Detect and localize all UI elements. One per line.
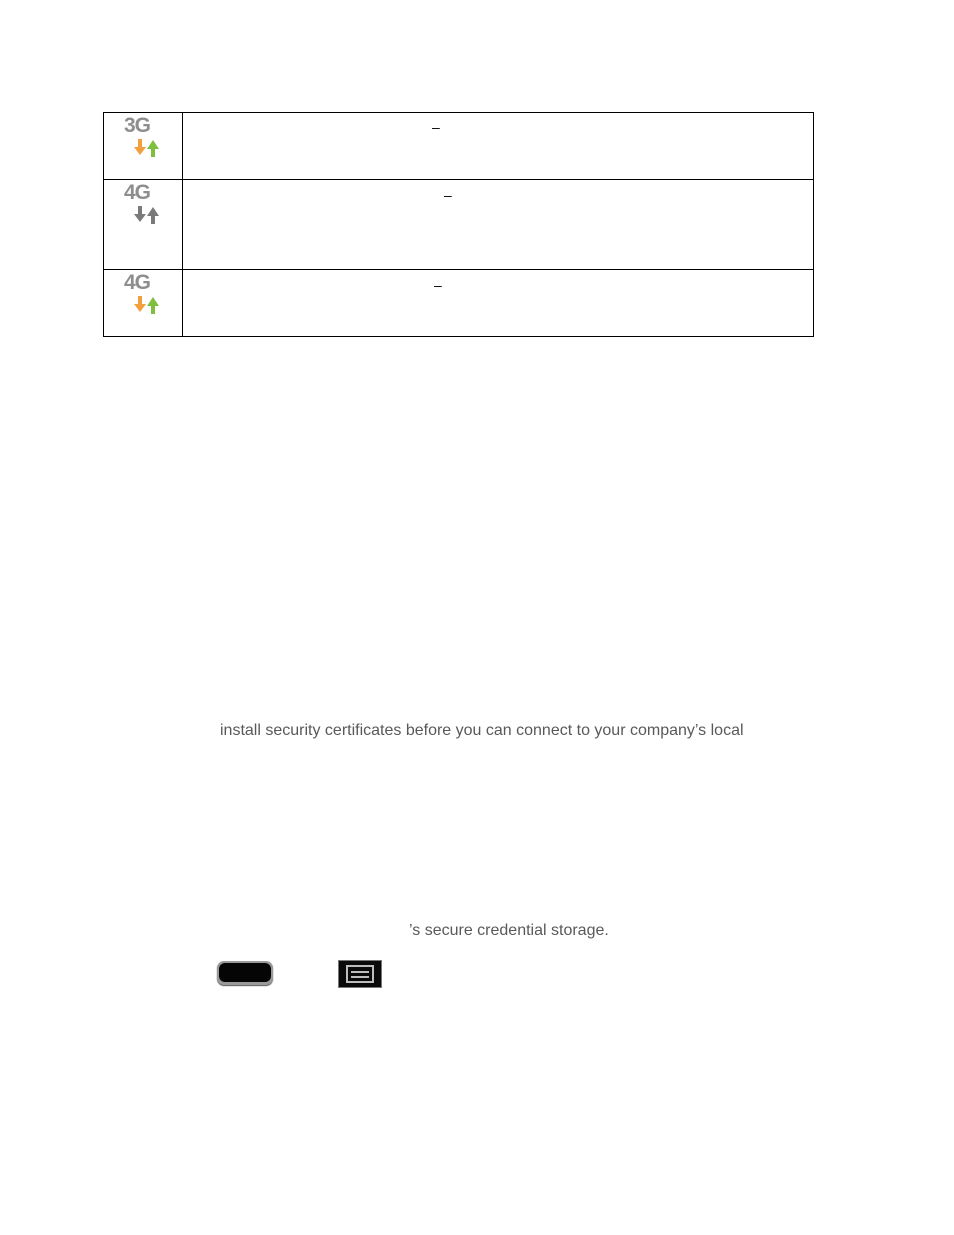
network-type-label: 4G <box>124 181 151 204</box>
dash-separator: – <box>444 187 452 203</box>
data-transfer-arrows-icon <box>132 204 162 226</box>
4g-data-active-icon <box>104 270 182 336</box>
icon-cell <box>104 270 183 337</box>
home-key-face <box>219 963 271 982</box>
certificates-paragraph-line: install security certificates before you can connect to your company’s local <box>220 722 744 739</box>
description-cell <box>183 270 814 337</box>
table-row <box>104 270 814 337</box>
description-cell <box>183 113 814 180</box>
menu-lines-icon <box>339 961 381 987</box>
data-transfer-arrows-icon <box>132 137 162 159</box>
data-transfer-arrows-icon <box>132 294 162 316</box>
home-key-icon <box>217 961 273 985</box>
icon-cell <box>104 113 183 180</box>
table-row <box>104 113 814 180</box>
credential-storage-line: ’s secure credential storage. <box>409 922 609 939</box>
4g-data-idle-icon <box>104 180 182 269</box>
icon-cell <box>104 180 183 270</box>
dash-separator: – <box>432 119 440 135</box>
menu-key-icon <box>338 960 382 988</box>
table-row <box>104 180 814 270</box>
network-type-label: 4G <box>124 271 151 294</box>
description-cell <box>183 180 814 270</box>
data-status-icon-table <box>103 112 814 337</box>
3g-data-active-icon <box>104 113 182 179</box>
dash-separator: – <box>434 277 442 293</box>
network-type-label: 3G <box>124 114 151 137</box>
